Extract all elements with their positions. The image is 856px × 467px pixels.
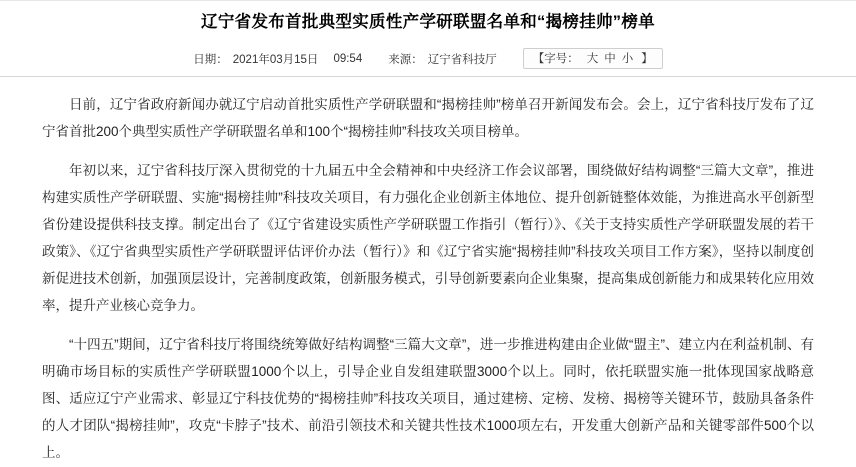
paragraph-3: “十四五”期间，辽宁省科技厅将围绕统筹做好结构调整“三篇大文章”，进一步推进构建由企业做“盟主”、建立内在利益机制、有明确市场目标的实质性产学研联盟1000个以上，引导企业自发组建联盟3000个以上。同时，依托联盟实施一批体现国家战略意图、适应辽宁产业需求、彰显辽宁科技优势的“揭榜挂帅”科技攻关项目，通过建榜、定榜、发榜、揭榜等关键环节，鼓励具备条件的人才团队“揭榜挂帅”，攻克“卡脖子”技术、前沿引领技术和关键共性技术1000项左右，开发重大创新产品和关键零部件500个以上。: [42, 337, 814, 461]
title-bar: [0, 1, 856, 42]
font-size-control[interactable]: [523, 48, 663, 69]
meta-date: [193, 51, 362, 67]
document-meta-bar: [0, 42, 856, 77]
paragraph-2: 年初以来，辽宁省科技厅深入贯彻党的十九届五中全会精神和中央经济工作会议部署，围绕做好结构调整“三篇大文章”，推进构建实质性产学研联盟、实施“揭榜挂帅”科技攻关项目，有力强化企业创新主体地位、提升创新链整体效能，为推进高水平创新型省份建设提供科技支撑。制定出台了《辽宁省建设实质性产学研联盟工作指引（暂行）》、《关于支持实质性产学研联盟发展的若干政策》、《辽宁省典型实质性产学研联盟评估评价办法（暂行）》和《辽宁省实施“揭榜挂帅”科技攻关项目工作方案》，坚持以制度创新促进技术创新，加强顶层设计，完善制度政策，创新服务模式，引导创新要素向企业集聚，提高集成创新能力和成果转化应用效率，提升产业核心竞争力。: [42, 163, 814, 314]
meta-source-value: 辽宁省科技厅: [427, 53, 497, 66]
page-title: 辽宁省发布首批典型实质性产学研联盟名单和“揭榜挂帅”榜单: [201, 13, 655, 31]
meta-source: [388, 51, 497, 67]
meta-time-value: 09:54: [333, 52, 363, 65]
meta-date-label: 日期：: [193, 53, 228, 66]
font-size-label: 【字号：: [532, 53, 579, 66]
paragraph-1: 日前，辽宁省政府新闻办就辽宁启动首批实质性产学研联盟和“揭榜挂帅”榜单召开新闻发布会。会上，辽宁省科技厅发布了辽宁省首批200个典型实质性产学研联盟名单和100个“揭榜挂帅”科技攻关项目榜单。: [42, 97, 814, 140]
font-size-close-bracket: 】: [641, 53, 653, 66]
document-body: [0, 77, 856, 466]
font-size-medium[interactable]: 中: [604, 53, 616, 66]
meta-source-label: 来源：: [388, 53, 423, 66]
font-size-large[interactable]: 大: [586, 53, 599, 66]
meta-date-value: 2021年03月15日: [232, 53, 319, 66]
font-size-small[interactable]: 小: [621, 53, 634, 66]
font-size-options: [587, 50, 634, 66]
